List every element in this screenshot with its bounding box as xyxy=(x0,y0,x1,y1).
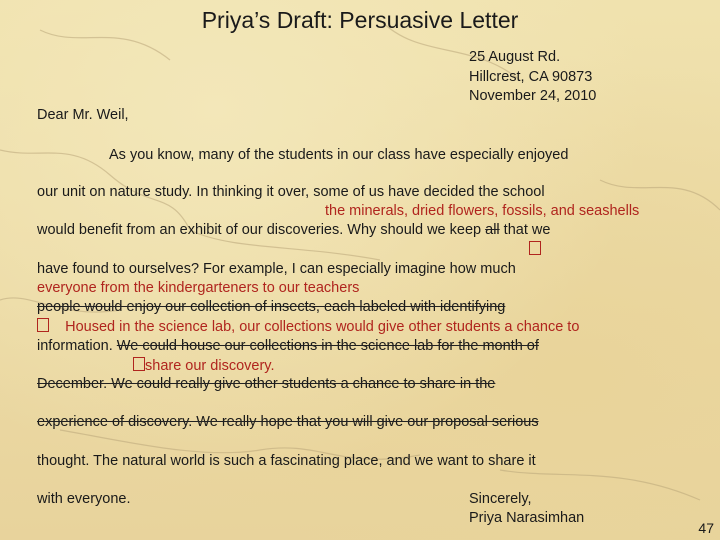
body-line-3-start: would benefit from an exhibit of our discoveries. Why should we keep xyxy=(37,222,486,238)
insertion-box-icon xyxy=(529,241,541,255)
letter-date: November 24, 2010 xyxy=(469,88,597,104)
address-line-street: 25 August Rd. xyxy=(469,49,561,65)
struck-line-experience: experience of discovery. We really hope that you will give our proposal serious xyxy=(37,414,539,430)
inserted-edit-housed xyxy=(37,318,579,336)
body-line-9: thought. The natural world is such a fascinating place, and we want to share it xyxy=(37,453,536,469)
closing-sincerely: Sincerely, xyxy=(469,491,532,507)
struck-line-december: December. We could really give other students a chance to share in the xyxy=(37,376,496,392)
body-line-2: our unit on nature study. In thinking it over, some of us have decided the school xyxy=(37,184,545,200)
signature-name: Priya Narasimhan xyxy=(469,510,585,526)
body-line-1: As you know, many of the students in our class have especially enjoyed xyxy=(109,147,569,163)
inserted-edit-share-text: share our discovery. xyxy=(145,358,275,374)
inserted-edit-housed-text: Housed in the science lab, our collections would give other students a chance to xyxy=(65,319,580,335)
struck-word-all: all xyxy=(485,222,500,238)
insertion-caret-marker xyxy=(529,241,541,259)
address-line-city: Hillcrest, CA 90873 xyxy=(469,69,593,85)
page-number: 47 xyxy=(698,520,714,536)
body-line-3-end: that we xyxy=(499,222,551,238)
greeting: Dear Mr. Weil, xyxy=(37,107,129,123)
body-line-3 xyxy=(37,222,550,239)
body-line-4: have found to ourselves? For example, I can especially imagine how much xyxy=(37,261,516,277)
body-line-6-start: information. xyxy=(37,338,117,354)
body-line-10: with everyone. xyxy=(37,491,131,507)
struck-line-insects: people would enjoy our collection of insects, each labeled with identifying xyxy=(37,299,506,315)
insertion-box-icon xyxy=(133,357,145,371)
inserted-edit-minerals: the minerals, dried flowers, fossils, and seashells xyxy=(325,203,640,219)
inserted-edit-share xyxy=(133,357,274,375)
insertion-box-icon xyxy=(37,318,49,332)
page-title: Priya’s Draft: Persuasive Letter xyxy=(201,7,519,33)
struck-sentence-house: We could house our collections in the science lab for the month of xyxy=(116,338,539,354)
body-line-6 xyxy=(37,338,539,355)
inserted-edit-everyone: everyone from the kindergarteners to our teachers xyxy=(37,280,360,296)
